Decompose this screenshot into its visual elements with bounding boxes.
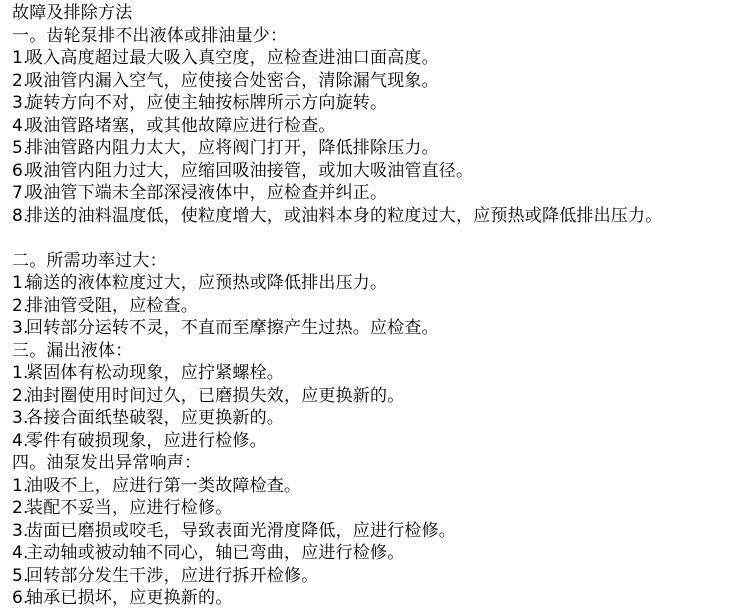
list-item [12,430,746,453]
section-heading: 二。所需功率过大： [12,250,167,271]
item-text: 旋转方向不对，应使主轴按标牌所示方向旋转。 [26,93,388,113]
item-text: 零件有破损现象，应进行检修。 [26,430,267,451]
list-item [12,520,746,543]
item-text: 主动轴或被动轴不同心，轴已弯曲，应进行检修。 [26,543,405,563]
document [12,2,746,610]
list-item [12,295,746,318]
item-number: 6. [12,588,29,608]
item-text: 吸油管内阻力过大，应缩回吸油接管，或加大吸油管直径。 [26,160,474,181]
item-number: 5. [12,565,29,586]
list-item [12,317,746,340]
item-number: 6. [12,160,29,181]
list-item [12,115,746,138]
section-2 [12,250,746,340]
list-item [12,160,746,183]
item-number: 1. [12,475,29,496]
item-text: 吸入高度超过最大吸入真空度，应检查进油口面高度。 [26,48,439,68]
item-number: 5. [12,138,29,158]
item-text: 各接合面纸垫破裂，应更换新的。 [26,408,284,428]
list-item [12,587,746,610]
document-title: 故障及排除方法 [12,3,133,23]
item-text: 紧固体有松动现象，应拧紧螺栓。 [26,363,284,383]
list-item [12,272,746,295]
item-number: 3. [12,520,29,541]
list-item [12,47,746,70]
section-heading: 四。油泵发出异常响声： [12,453,202,473]
item-number: 3. [12,318,29,338]
item-number: 1. [12,48,29,68]
list-item [12,205,746,250]
list-item [12,385,746,408]
item-number: 4. [12,115,29,136]
item-text: 油封圈使用时间过久，已磨损失效，应更换新的。 [26,385,405,406]
section-heading: 一。齿轮泵排不出液体或排油量少： [12,25,288,46]
item-number: 3. [12,93,29,113]
list-item [12,497,746,520]
item-number: 1. [12,363,29,383]
item-text: 齿面已磨损或咬毛，导致表面光滑度降低，应进行检修。 [26,520,456,541]
list-item [12,475,746,498]
list-item [12,362,746,385]
item-number: 8. [12,205,29,226]
section-1 [12,25,746,250]
item-number: 4. [12,543,29,563]
section-heading: 三。漏出液体： [12,340,133,361]
item-text: 输送的液体粒度过大，应预热或降低排出压力。 [26,273,388,293]
list-item [12,92,746,115]
item-number: 7. [12,183,29,203]
item-number: 2. [12,295,29,316]
item-number: 2. [12,498,29,518]
item-text: 吸油管内漏入空气，应使接合处密合，清除漏气现象。 [26,70,439,91]
item-text: 排油管路内阻力太大，应将阀门打开，降低排除压力。 [26,138,439,158]
item-text: 轴承已损坏，应更换新的。 [26,588,233,608]
item-number: 2. [12,385,29,406]
item-text: 装配不妥当，应进行检修。 [26,498,233,518]
list-item [12,137,746,160]
section-4 [12,452,746,610]
item-text: 吸油管路堵塞，或其他故障应进行检查。 [26,115,336,136]
item-text: 油吸不上，应进行第一类故障检查。 [26,475,302,496]
item-number: 1. [12,273,29,293]
item-text: 回转部分运转不灵，不直而至摩擦产生过热。应检查。 [26,318,439,338]
section-3 [12,340,746,453]
list-item [12,542,746,565]
list-item [12,182,746,205]
item-number: 3. [12,408,29,428]
item-text: 排油管受阻，应检查。 [26,295,198,316]
list-item [12,565,746,588]
item-number: 2. [12,70,29,91]
item-text: 吸油管下端未全部深浸液体中，应检查并纠正。 [26,183,388,203]
item-text: 回转部分发生干涉，应进行拆开检修。 [26,565,319,586]
item-number: 4. [12,430,29,451]
item-text: 排送的油料温度低，使粒度增大，或油料本身的粒度过大，应预热或降低排出压力。 [26,205,663,226]
list-item [12,70,746,93]
list-item [12,407,746,430]
